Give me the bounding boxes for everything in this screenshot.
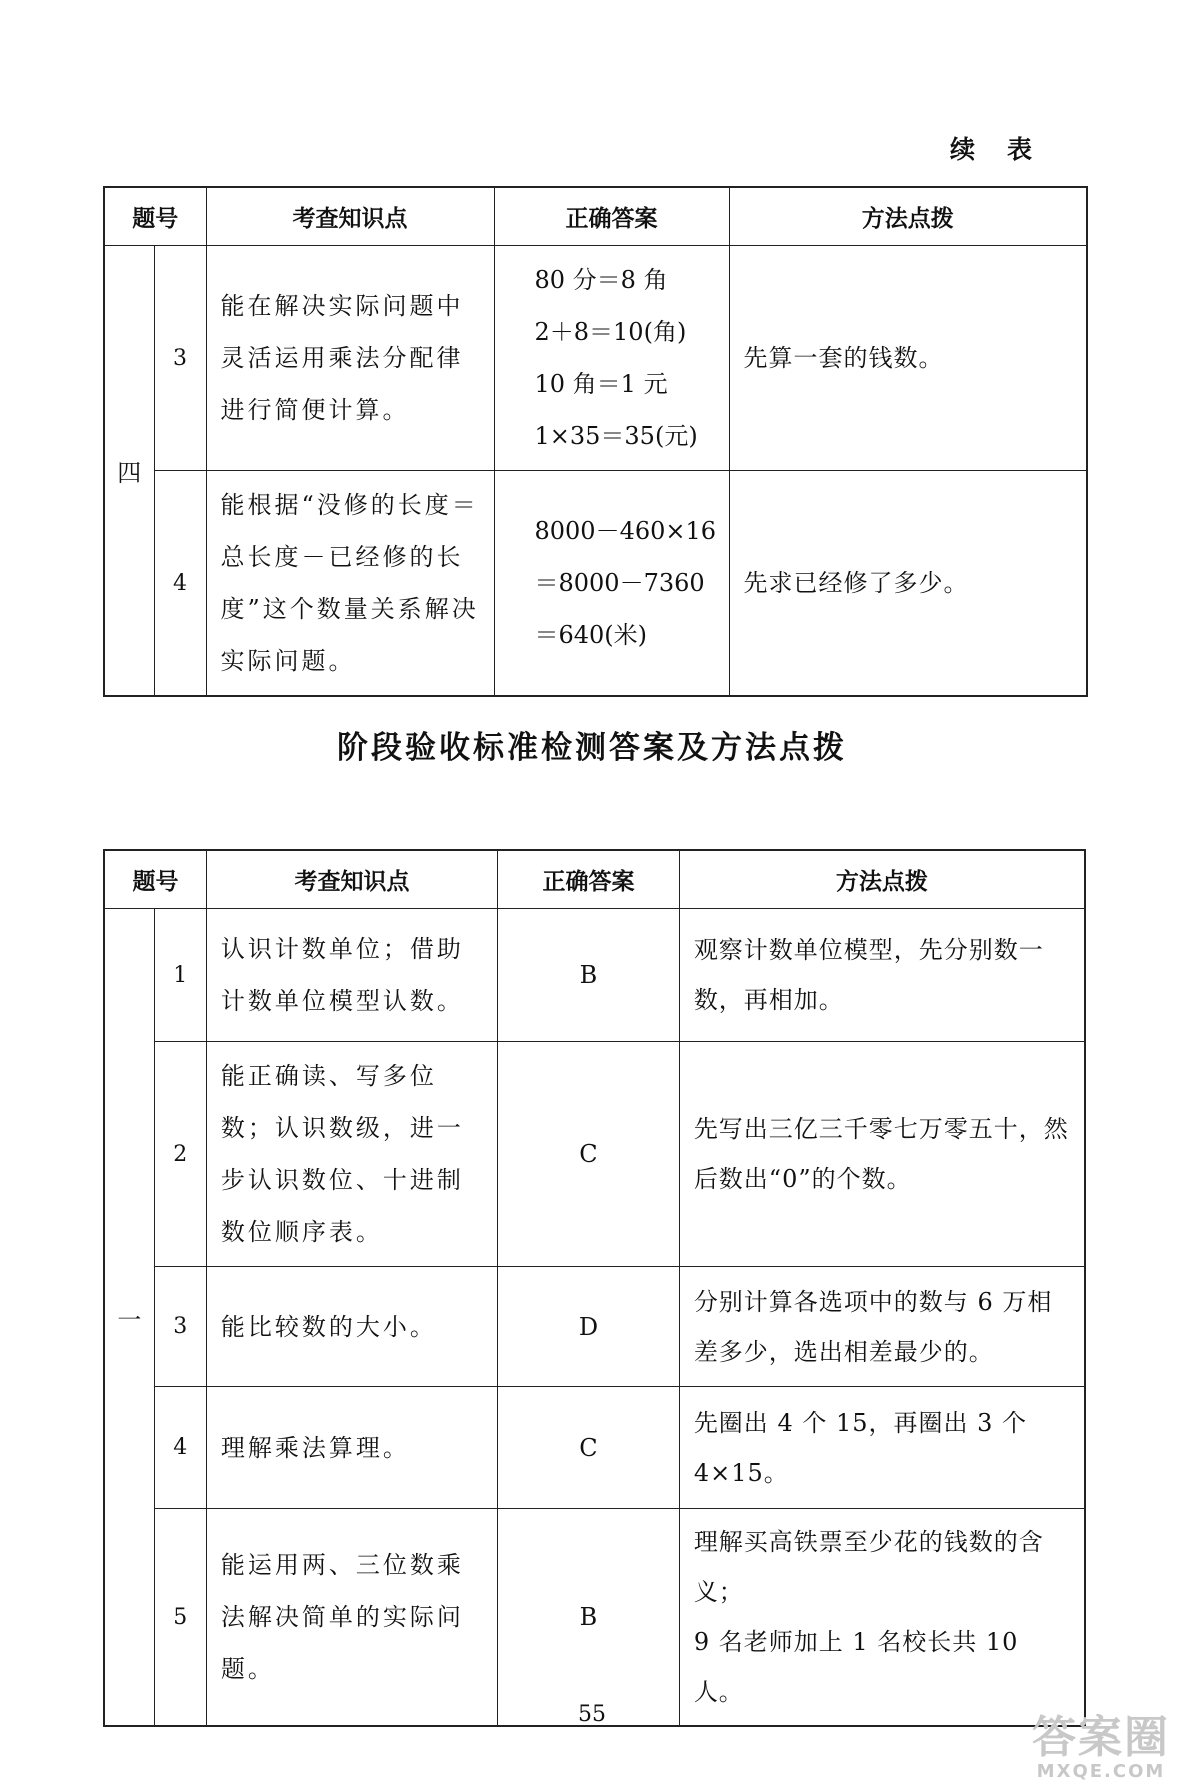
- question-number: 4: [154, 1387, 206, 1509]
- method-line: 观察计数单位模型，先分别数一数，再相加。: [693, 936, 1044, 1014]
- header-method: 方法点拨: [679, 850, 1085, 909]
- question-number: 4: [154, 471, 206, 697]
- question-number: 3: [154, 246, 206, 471]
- stage-test-answer-table: [103, 849, 1086, 1727]
- header-knowledge: 考查知识点: [206, 850, 497, 909]
- table-row: [104, 1267, 1085, 1387]
- knowledge-point: 认识计数单位；借助计数单位模型认数。: [206, 909, 497, 1042]
- knowledge-point: 能运用两、三位数乘法解决简单的实际问题。: [206, 1509, 497, 1727]
- header-num: 题号: [104, 187, 206, 246]
- method-line: 先圈出 4 个 15，再圈出 3 个 4×15。: [693, 1408, 1028, 1487]
- continued-answer-table: [103, 186, 1088, 697]
- question-number: 5: [154, 1509, 206, 1727]
- table-row: [104, 1509, 1085, 1727]
- method-tip: 先算一套的钱数。: [729, 246, 1087, 471]
- method-tip: [679, 1267, 1085, 1387]
- header-knowledge: 考查知识点: [206, 187, 494, 246]
- correct-answer: [494, 471, 729, 697]
- answer-line: ＝8000－7360: [534, 569, 705, 597]
- method-line: 理解买高铁票至少花的钱数的含义；: [693, 1528, 1044, 1606]
- answer-line: 2＋8＝10(角): [534, 318, 687, 346]
- table-header-row: [104, 187, 1087, 246]
- table-row: [104, 471, 1087, 697]
- answer-line: 80 分＝8 角: [534, 266, 668, 294]
- watermark: [1032, 1712, 1170, 1782]
- knowledge-point: 理解乘法算理。: [206, 1387, 497, 1509]
- correct-answer: B: [498, 909, 680, 1042]
- continued-label: 续表: [949, 135, 1064, 164]
- knowledge-point: 能正确读、写多位数；认识数级，进一步认识数位、十进制数位顺序表。: [206, 1042, 497, 1267]
- question-number: 1: [154, 909, 206, 1042]
- method-tip: [679, 1042, 1085, 1267]
- answer-line: ＝640(米): [534, 621, 648, 649]
- method-tip: [679, 909, 1085, 1042]
- table-row: [104, 246, 1087, 471]
- answer-line: 10 角＝1 元: [534, 370, 668, 398]
- table-row: [104, 1387, 1085, 1509]
- section-title: 阶段验收标准检测答案及方法点拨: [337, 730, 847, 766]
- method-tip: [679, 1387, 1085, 1509]
- method-tip: [679, 1509, 1085, 1727]
- header-method: 方法点拨: [729, 187, 1087, 246]
- correct-answer: C: [498, 1387, 680, 1509]
- watermark-logo: 答案圈: [1032, 1712, 1170, 1763]
- correct-answer: D: [498, 1267, 680, 1387]
- correct-answer: C: [498, 1042, 680, 1267]
- knowledge-point: 能在解决实际问题中灵活运用乘法分配律进行简便计算。: [206, 246, 494, 471]
- section-label: 四: [104, 246, 154, 697]
- table-header-row: [104, 850, 1085, 909]
- question-number: 2: [154, 1042, 206, 1267]
- method-line: 分别计算各选项中的数与 6 万相差多少，选出相差最少的。: [693, 1287, 1053, 1366]
- method-line: 先写出三亿三千零七万零五十，然后数出“0”的个数。: [693, 1115, 1069, 1193]
- method-line: 9 名老师加上 1 名校长共 10 人。: [693, 1628, 1019, 1706]
- header-num: 题号: [104, 850, 206, 909]
- answer-line: 8000－460×16: [534, 517, 717, 545]
- section-label: 一: [104, 909, 154, 1727]
- header-answer: 正确答案: [498, 850, 680, 909]
- correct-answer: [494, 246, 729, 471]
- answer-line: 1×35＝35(元): [534, 422, 698, 450]
- header-answer: 正确答案: [494, 187, 729, 246]
- knowledge-point: 能根据“没修的长度＝总长度－已经修的长度”这个数量关系解决实际问题。: [206, 471, 494, 697]
- method-tip: 先求已经修了多少。: [729, 471, 1087, 697]
- table-row: [104, 909, 1085, 1042]
- question-number: 3: [154, 1267, 206, 1387]
- table-row: [104, 1042, 1085, 1267]
- knowledge-point: 能比较数的大小。: [206, 1267, 497, 1387]
- page-number: 55: [578, 1702, 606, 1727]
- correct-answer: B: [498, 1509, 680, 1727]
- watermark-url: MXQE.COM: [1036, 1761, 1166, 1782]
